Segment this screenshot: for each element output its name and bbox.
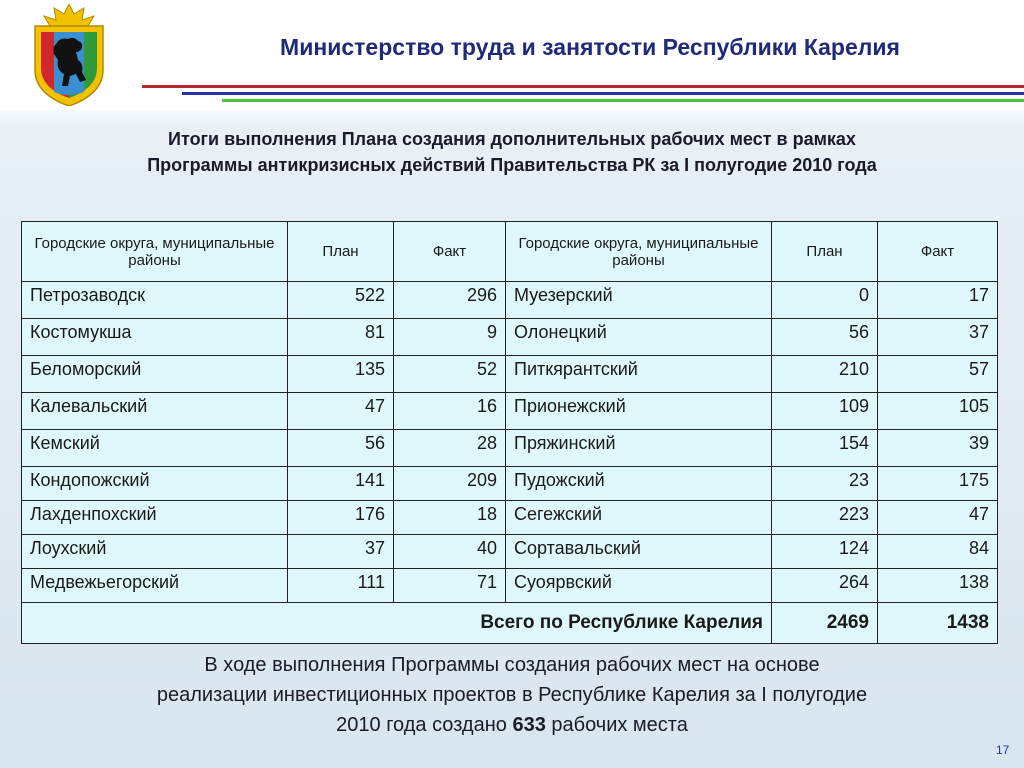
total-label: Всего по Республике Карелия (22, 603, 772, 644)
district-name-cell: Питкярантский (506, 356, 772, 393)
table-row (22, 356, 998, 393)
district-name-cell: Лахденпохский (22, 501, 288, 535)
header-district-right: Городские округа, муниципальные районы (506, 222, 772, 282)
fact-cell: 39 (878, 430, 998, 467)
fact-cell: 9 (394, 319, 506, 356)
plan-cell: 176 (288, 501, 394, 535)
summary-line-3 (30, 710, 994, 740)
fact-cell: 138 (878, 569, 998, 603)
summary-created-count: 633 (512, 714, 546, 736)
district-name-cell: Пудожский (506, 467, 772, 501)
plan-cell: 0 (772, 282, 878, 319)
summary-line-3-end: рабочих места (545, 714, 688, 736)
plan-cell: 37 (288, 535, 394, 569)
plan-cell: 264 (772, 569, 878, 603)
header-divider-blue (182, 92, 1024, 95)
summary-line-3-start: 2010 года создано (336, 714, 513, 736)
plan-cell: 109 (772, 393, 878, 430)
district-name-cell: Суоярвский (506, 569, 772, 603)
fact-cell: 37 (878, 319, 998, 356)
fact-cell: 17 (878, 282, 998, 319)
table-row (22, 393, 998, 430)
total-row (22, 603, 998, 644)
plan-cell: 223 (772, 501, 878, 535)
fact-cell: 47 (878, 501, 998, 535)
district-name-cell: Петрозаводск (22, 282, 288, 319)
table-header-row (22, 222, 998, 282)
fact-cell: 105 (878, 393, 998, 430)
header-divider-green (222, 99, 1024, 102)
fact-cell: 71 (394, 569, 506, 603)
plan-cell: 111 (288, 569, 394, 603)
total-plan: 2469 (772, 603, 878, 644)
plan-cell: 141 (288, 467, 394, 501)
plan-cell: 135 (288, 356, 394, 393)
summary-text (30, 650, 994, 740)
table-row (22, 501, 998, 535)
fact-cell: 16 (394, 393, 506, 430)
summary-line-2: реализации инвестиционных проектов в Республике Карелия за I полугодие (156, 684, 868, 706)
page-number: 17 (996, 743, 1010, 757)
table-row (22, 430, 998, 467)
district-name-cell: Кемский (22, 430, 288, 467)
plan-cell: 210 (772, 356, 878, 393)
table-row (22, 467, 998, 501)
table-row (22, 569, 998, 603)
subtitle-line-1: Итоги выполнения Плана создания дополнительных рабочих мест в рамках (168, 129, 856, 149)
ministry-title: Министерство труда и занятости Республики Карелия (280, 34, 900, 60)
fact-cell: 40 (394, 535, 506, 569)
plan-cell: 56 (772, 319, 878, 356)
plan-cell: 81 (288, 319, 394, 356)
header-plan-left: План (288, 222, 394, 282)
slide-header (0, 0, 1024, 110)
district-name-cell: Сортавальский (506, 535, 772, 569)
header-district-left: Городские округа, муниципальные районы (22, 222, 288, 282)
results-table (21, 221, 998, 644)
district-name-cell: Сегежский (506, 501, 772, 535)
fact-cell: 209 (394, 467, 506, 501)
plan-cell: 522 (288, 282, 394, 319)
district-name-cell: Медвежьегорский (22, 569, 288, 603)
district-name-cell: Костомукша (22, 319, 288, 356)
header-fact-left: Факт (394, 222, 506, 282)
fact-cell: 84 (878, 535, 998, 569)
fact-cell: 18 (394, 501, 506, 535)
district-name-cell: Кондопожский (22, 467, 288, 501)
district-name-cell: Беломорский (22, 356, 288, 393)
fact-cell: 57 (878, 356, 998, 393)
subtitle-line-2: Программы антикризисных действий Правительства РК за I полугодие 2010 года (147, 155, 877, 175)
fact-cell: 296 (394, 282, 506, 319)
district-name-cell: Олонецкий (506, 319, 772, 356)
fact-cell: 52 (394, 356, 506, 393)
header-fact-right: Факт (878, 222, 998, 282)
table-row (22, 282, 998, 319)
table-row (22, 319, 998, 356)
total-fact: 1438 (878, 603, 998, 644)
district-name-cell: Муезерский (506, 282, 772, 319)
plan-cell: 47 (288, 393, 394, 430)
karelia-coat-of-arms-icon (30, 4, 108, 106)
district-name-cell: Лоухский (22, 535, 288, 569)
plan-cell: 23 (772, 467, 878, 501)
plan-cell: 154 (772, 430, 878, 467)
plan-cell: 56 (288, 430, 394, 467)
summary-line-1: В ходе выполнения Программы создания рабочих мест на основе (204, 654, 820, 676)
header-plan-right: План (772, 222, 878, 282)
district-name-cell: Прионежский (506, 393, 772, 430)
slide-subtitle (20, 126, 1004, 178)
district-name-cell: Калевальский (22, 393, 288, 430)
plan-cell: 124 (772, 535, 878, 569)
fact-cell: 175 (878, 467, 998, 501)
district-name-cell: Пряжинский (506, 430, 772, 467)
table-row (22, 535, 998, 569)
fact-cell: 28 (394, 430, 506, 467)
header-divider-red (142, 85, 1024, 88)
